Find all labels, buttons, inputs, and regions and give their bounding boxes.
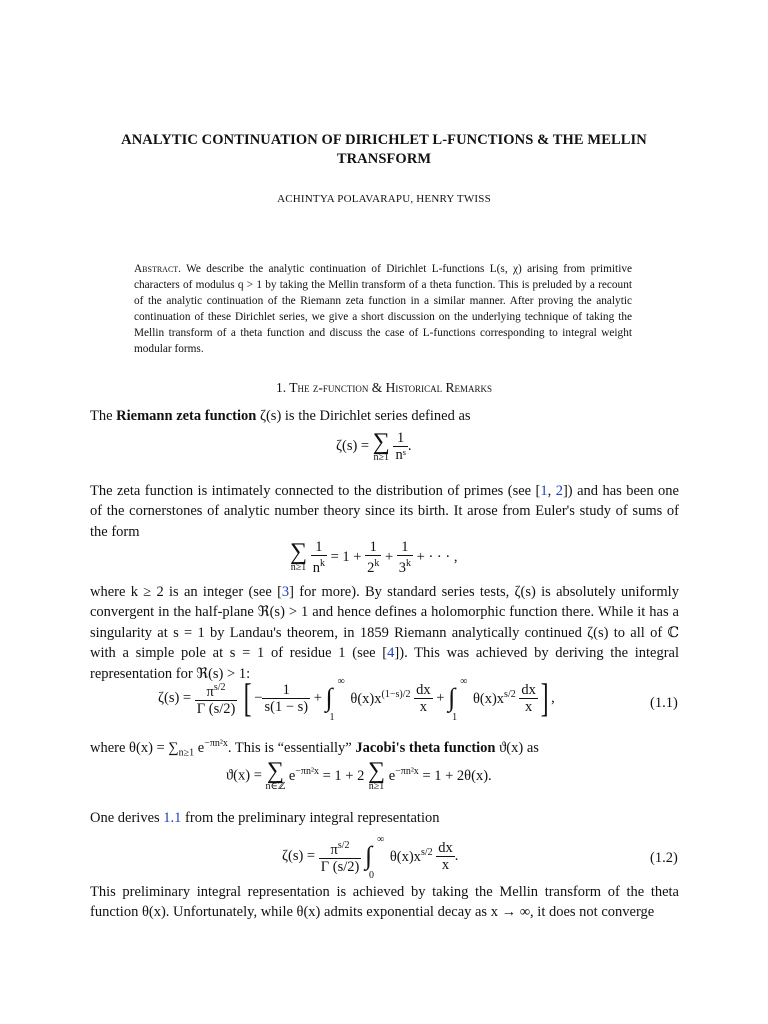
abstract-label: Abstract. [134, 263, 181, 275]
fraction: $\frac{1}{\text{nˢ}}$ [395, 430, 406, 463]
equation-number-1-1: (1.1) [650, 695, 678, 711]
title-line-2: TRANSFORM [336, 151, 432, 167]
citation-link[interactable]: 2 [555, 483, 563, 499]
paragraph-4: where $\theta(x) = \sum_{n\ge 1}$ $e^{-\pi n^2x}$. This is “essentially” Jacobi's theta function ϑ(x) as [90, 738, 539, 759]
citation-link[interactable]: 1 [540, 483, 548, 499]
paragraph-2: The zeta function is intimately connected to the distribution of primes (see [1, 2]) and has been one of the cornerstones of analytic number theory since its birth. It arose from Euler's study of sums of the form [90, 483, 679, 540]
term-jacobi-theta: Jacobi's theta function [355, 739, 496, 756]
section-title: The ζ-function & Historical Remarks [289, 380, 493, 395]
p1-text: The [90, 408, 113, 424]
equation-jacobi-theta: ϑ(x) = ∑ n∈ℤ $e^{-\pi n^2x} = 1 + 2$ ∑ n≥1 $e^{-\pi n^2x} = 1 + 2\theta(x)$. [226, 758, 492, 792]
paragraph-3: where k ≥ 2 is an integer (see [3] for more). By standard series tests, ζ(s) is absolutely uniformly convergent in the half-plane ℜ(s) > 1 and hence defines a holomorphic function there. While it has a singularity at s = 1 by Landau's theorem, in 1859 Riemann analytically continued ζ(s) to all of ℂ with a simple pole at s = 1 of residue 1 (see [4]). This was achieved by deriving the integral representation for ℜ(s) > 1: [90, 584, 679, 682]
authors: ACHINTYA POLAVARAPU, HENRY TWISS [277, 193, 491, 205]
equation-1-1: ζ(s) = $\frac{\pi^{s/2}}{\Gamma (s/2)}$ [ − $\frac{1}{s(1 - s)}$ + ∫ ∞ 1 $\theta(x)x^{(1-s)/2}$ $\frac{dx}{x}$ + ∫ ∞ 1 $\theta(x)x^{s/2}$ $\frac{dx}{x}$ ] , [158, 675, 555, 724]
equation-zeta-definition: ζ(s) = ∑ n≥1 $\frac{1}{\text{nˢ}}$ . [336, 428, 412, 463]
equation-ref-link[interactable]: 1.1 [163, 810, 182, 826]
term-riemann-zeta: Riemann zeta function [116, 408, 257, 424]
eq-zeta-lhs: ζ(s) = [336, 438, 370, 454]
section-heading [0, 380, 768, 396]
equation-number-1-2: (1.2) [650, 850, 678, 866]
equation-euler-sum: ∑ n≥1 $\frac{1}{n^k}$ = 1 + $\frac{1}{2^k}$ + $\frac{1}{3^k}$ + · · · , [290, 539, 458, 576]
paragraph-6: This preliminary integral representation is achieved by taking the Mellin transform of the theta function θ(x). Unfortunately, while θ(x) admits exponential decay as x → ∞, it does not converge [90, 884, 679, 921]
paragraph-1 [90, 406, 679, 426]
abstract-text: We describe the analytic continuation of Dirichlet L-functions L(s, χ) arising from primitive characters of modulus q > 1 by taking the Mellin transform of a theta function. This is preluded by a recount of the analytic continuation of the Riemann zeta function in a similar manner. After proving the analytic continuation of these Dirichlet series, we give a short discussion on the underlying technique of taking the Mellin transform of a theta function and discuss the case of L-functions corresponding to integral weight modular forms. [134, 263, 632, 355]
title-line-1: ANALYTIC CONTINUATION OF DIRICHLET L-FUNCTIONS & THE MELLIN [121, 132, 647, 148]
p1-text-after: ζ(s) is the Dirichlet series defined as [259, 408, 471, 424]
section-number: 1. [275, 380, 287, 395]
equation-1-2: ζ(s) = $\frac{\pi^{s/2}}{\Gamma (s/2)}$ ∫ ∞ 0 $\theta(x)x^{s/2}$ $\frac{dx}{x}$ . [282, 834, 459, 882]
summation-symbol: ∑ n≥1 [372, 428, 390, 463]
citation-link[interactable]: 4 [387, 645, 395, 662]
summation-symbol: ∑ n≥1 [290, 539, 308, 574]
paper-title [90, 131, 678, 169]
citation-link[interactable]: 3 [281, 584, 290, 600]
abstract [134, 261, 632, 357]
paragraph-5: One derives 1.1 from the preliminary integral representation [90, 810, 440, 826]
